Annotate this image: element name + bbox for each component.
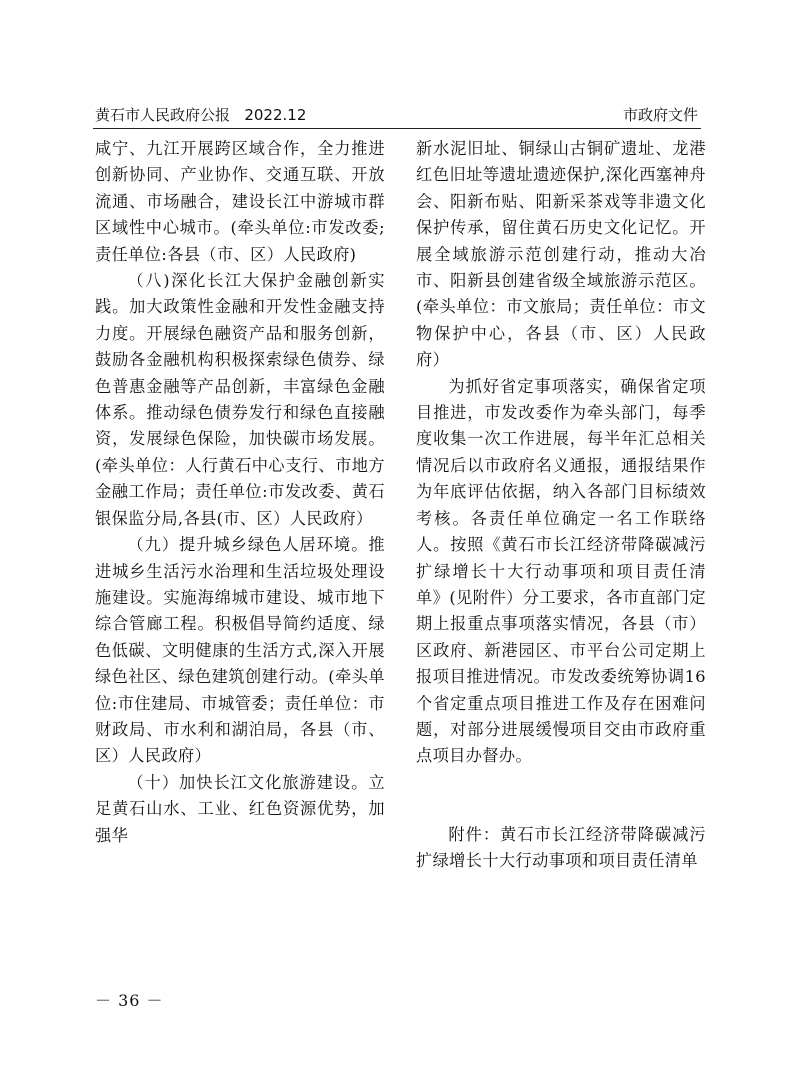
paragraph-continuation-right: 新水泥旧址、铜绿山古铜矿遗址、龙港红色旧址等遗址遗迹保护,深化西塞神舟会、阳新布贴、阳新采茶戏等非遗文化保护传承，留住黄石历史文化记忆。开展全域旅游示范创建行动，推动大冶市、阳新县创建省级全域旅游示范区。(牵头单位：市文旅局；责任单位：市文物保护中心，各县（市、区）人民政府）	[416, 139, 706, 370]
header-divider	[93, 128, 701, 129]
paragraph-item-8: （八)深化长江大保护金融创新实践。加大政策性金融和开发性金融支持力度。开展绿色融资产品和服务创新，鼓励各金融机构积极探索绿色债券、绿色普惠金融等产品创新，丰富绿色金融体系。推动绿色债券发行和绿色直接融资，发展绿色保险，加快碳市场发展。(牵头单位：人行黄石中心支行、市地方金融工作局；责任单位:市发改委、黄石银保监分局,各县(市、区）人民政府）	[95, 271, 385, 528]
publication-name: 黄石市人民政府公报	[95, 106, 231, 124]
paragraph-item-10: （十）加快长江文化旅游建设。立足黄石山水、工业、红色资源优势，加强华	[95, 772, 385, 845]
paragraph-spacer	[416, 770, 706, 822]
page-number: － 36 －	[95, 991, 164, 1010]
paragraph-continuation: 咸宁、九江开展跨区域合作，全力推进创新协同、产业协作、交通互联、开放流通、市场融合，建设长江中游城市群区域性中心城市。(牵头单位:市发改委;责任单位:各县（市、区）人民政府)	[95, 139, 385, 264]
paragraph-item-9: （九）提升城乡绿色人居环境。推进城乡生活污水治理和生活垃圾处理设施建设。实施海绵城市建设、城市地下综合管廊工程。积极倡导简约适度、绿色低碳、文明健康的生活方式,深入开展绿色社区、绿色建筑创建行动。(牵头单位:市住建局、市城管委；责任单位：市财政局、市水利和湖泊局，各县（市、区）人民政府）	[95, 535, 385, 766]
publication-title	[95, 106, 306, 124]
right-column	[416, 136, 706, 875]
attachment-note: 附件：黄石市长江经济带降碳减污扩绿增长十大行动事项和项目责任清单	[416, 824, 706, 871]
left-column	[95, 136, 385, 849]
section-label: 市政府文件	[622, 106, 698, 124]
paragraph-implementation: 为抓好省定事项落实，确保省定项目推进，市发改委作为牵头部门，每季度收集一次工作进展，每半年汇总相关情况后以市政府名义通报，通报结果作为年底评估依据，纳入各部门目标绩效考核。各责任单位确定一名工作联络人。按照《黄石市长江经济带降碳减污扩绿增长十大行动事项和项目责任清单》(见附件）分工要求，各市直部门定期上报重点事项落实情况，各县（市）区政府、新港园区、市平台公司定期上报项目推进情况。市发改委统筹协调16个省定重点项目推进工作及存在困难问题，对部分进展缓慢项目交由市政府重点项目办督办。	[416, 376, 706, 766]
issue-number: 2022.12	[244, 106, 307, 124]
